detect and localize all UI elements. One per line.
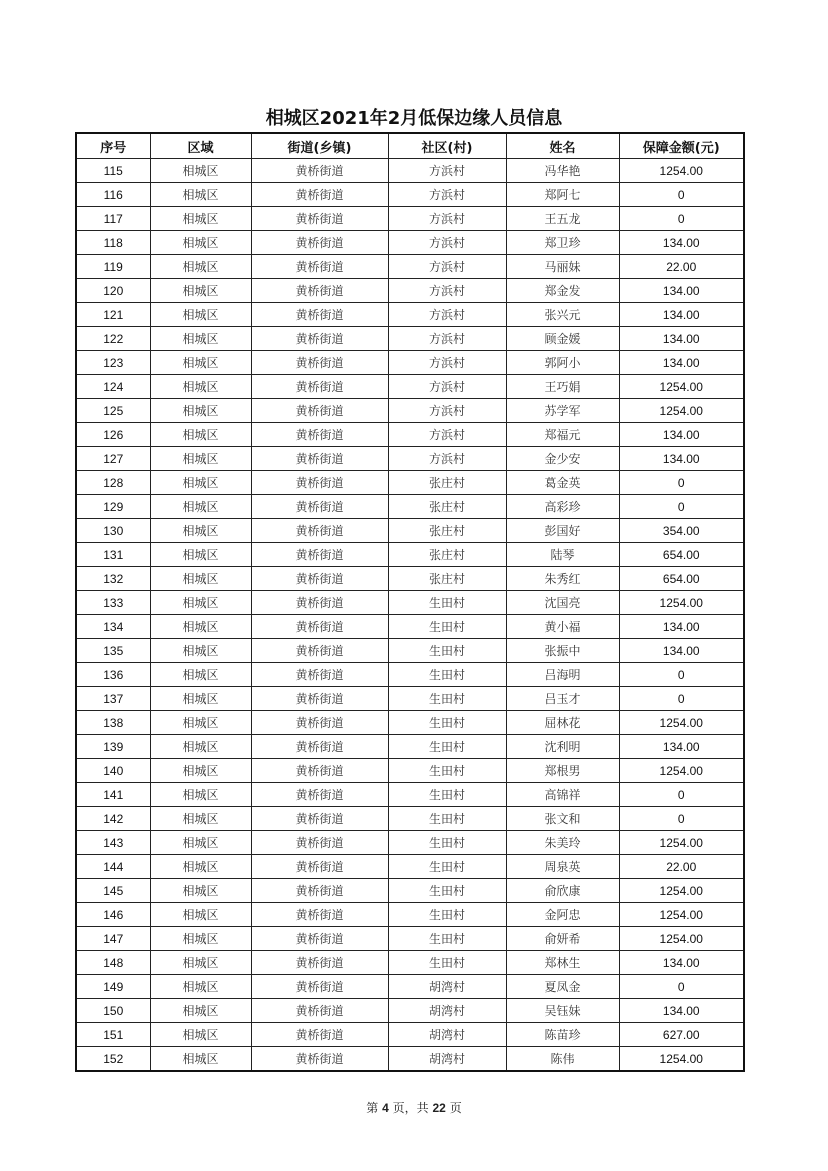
- cell-community: 生田村: [388, 807, 506, 831]
- cell-community: 生田村: [388, 903, 506, 927]
- cell-community: 生田村: [388, 663, 506, 687]
- cell-community: 方浜村: [388, 399, 506, 423]
- cell-district: 相城区: [150, 639, 251, 663]
- cell-index: 145: [76, 879, 150, 903]
- cell-amount: 134.00: [619, 351, 744, 375]
- cell-district: 相城区: [150, 519, 251, 543]
- table-row: [76, 831, 744, 855]
- cell-street: 黄桥街道: [251, 519, 388, 543]
- cell-name: 黄小福: [506, 615, 619, 639]
- table-row: [76, 687, 744, 711]
- cell-index: 148: [76, 951, 150, 975]
- cell-amount: 1254.00: [619, 831, 744, 855]
- cell-district: 相城区: [150, 591, 251, 615]
- header-street: 街道(乡镇): [251, 133, 388, 159]
- cell-community: 生田村: [388, 687, 506, 711]
- cell-amount: 1254.00: [619, 399, 744, 423]
- cell-street: 黄桥街道: [251, 543, 388, 567]
- footer-prefix: 第: [366, 1101, 379, 1115]
- cell-index: 129: [76, 495, 150, 519]
- cell-index: 134: [76, 615, 150, 639]
- cell-district: 相城区: [150, 159, 251, 183]
- table-row: [76, 375, 744, 399]
- table-row: [76, 879, 744, 903]
- cell-amount: 1254.00: [619, 879, 744, 903]
- page-footer: [0, 1099, 828, 1116]
- table-row: [76, 423, 744, 447]
- cell-community: 方浜村: [388, 231, 506, 255]
- cell-district: 相城区: [150, 927, 251, 951]
- cell-community: 张庄村: [388, 495, 506, 519]
- table-row: [76, 495, 744, 519]
- cell-name: 沈利明: [506, 735, 619, 759]
- cell-community: 方浜村: [388, 327, 506, 351]
- cell-name: 沈国亮: [506, 591, 619, 615]
- cell-amount: 1254.00: [619, 711, 744, 735]
- cell-amount: 0: [619, 807, 744, 831]
- cell-community: 方浜村: [388, 303, 506, 327]
- cell-street: 黄桥街道: [251, 879, 388, 903]
- cell-street: 黄桥街道: [251, 207, 388, 231]
- cell-street: 黄桥街道: [251, 975, 388, 999]
- table-row: [76, 183, 744, 207]
- cell-name: 马丽妹: [506, 255, 619, 279]
- table-row: [76, 759, 744, 783]
- cell-district: 相城区: [150, 975, 251, 999]
- cell-community: 方浜村: [388, 279, 506, 303]
- cell-name: 葛金英: [506, 471, 619, 495]
- cell-index: 128: [76, 471, 150, 495]
- footer-page-number: 4: [382, 1101, 389, 1115]
- table-row: [76, 951, 744, 975]
- cell-street: 黄桥街道: [251, 1047, 388, 1072]
- cell-name: 周泉英: [506, 855, 619, 879]
- cell-index: 131: [76, 543, 150, 567]
- cell-index: 132: [76, 567, 150, 591]
- cell-street: 黄桥街道: [251, 927, 388, 951]
- cell-district: 相城区: [150, 327, 251, 351]
- cell-community: 方浜村: [388, 159, 506, 183]
- cell-community: 生田村: [388, 951, 506, 975]
- cell-community: 张庄村: [388, 471, 506, 495]
- cell-district: 相城区: [150, 543, 251, 567]
- footer-total-pages: 22: [432, 1101, 446, 1115]
- cell-name: 郑根男: [506, 759, 619, 783]
- cell-street: 黄桥街道: [251, 807, 388, 831]
- cell-amount: 1254.00: [619, 591, 744, 615]
- table-row: [76, 1023, 744, 1047]
- cell-district: 相城区: [150, 303, 251, 327]
- cell-name: 俞欣康: [506, 879, 619, 903]
- cell-name: 郑金发: [506, 279, 619, 303]
- table-row: [76, 903, 744, 927]
- cell-community: 生田村: [388, 735, 506, 759]
- cell-street: 黄桥街道: [251, 423, 388, 447]
- cell-street: 黄桥街道: [251, 471, 388, 495]
- cell-district: 相城区: [150, 759, 251, 783]
- table-row: [76, 207, 744, 231]
- cell-name: 高锦祥: [506, 783, 619, 807]
- cell-amount: 1254.00: [619, 759, 744, 783]
- cell-street: 黄桥街道: [251, 447, 388, 471]
- cell-index: 137: [76, 687, 150, 711]
- cell-district: 相城区: [150, 951, 251, 975]
- table-row: [76, 327, 744, 351]
- header-index: 序号: [76, 133, 150, 159]
- cell-index: 146: [76, 903, 150, 927]
- cell-community: 胡湾村: [388, 1023, 506, 1047]
- cell-amount: 0: [619, 183, 744, 207]
- cell-street: 黄桥街道: [251, 303, 388, 327]
- cell-district: 相城区: [150, 471, 251, 495]
- cell-street: 黄桥街道: [251, 999, 388, 1023]
- cell-district: 相城区: [150, 615, 251, 639]
- cell-amount: 0: [619, 495, 744, 519]
- cell-community: 方浜村: [388, 207, 506, 231]
- cell-name: 吴钰妹: [506, 999, 619, 1023]
- cell-name: 郭阿小: [506, 351, 619, 375]
- cell-index: 116: [76, 183, 150, 207]
- table-row: [76, 975, 744, 999]
- cell-index: 140: [76, 759, 150, 783]
- cell-community: 张庄村: [388, 519, 506, 543]
- cell-amount: 0: [619, 207, 744, 231]
- table-row: [76, 927, 744, 951]
- table-row: [76, 999, 744, 1023]
- cell-street: 黄桥街道: [251, 783, 388, 807]
- cell-community: 生田村: [388, 615, 506, 639]
- cell-street: 黄桥街道: [251, 567, 388, 591]
- table-row: [76, 639, 744, 663]
- table-row: [76, 255, 744, 279]
- table-row: [76, 471, 744, 495]
- table-row: [76, 519, 744, 543]
- cell-community: 张庄村: [388, 567, 506, 591]
- cell-community: 生田村: [388, 879, 506, 903]
- cell-amount: 1254.00: [619, 159, 744, 183]
- cell-name: 郑阿七: [506, 183, 619, 207]
- cell-name: 冯华艳: [506, 159, 619, 183]
- cell-index: 141: [76, 783, 150, 807]
- cell-community: 生田村: [388, 591, 506, 615]
- cell-index: 118: [76, 231, 150, 255]
- cell-name: 吕玉才: [506, 687, 619, 711]
- cell-amount: 134.00: [619, 999, 744, 1023]
- cell-community: 生田村: [388, 783, 506, 807]
- cell-name: 郑卫珍: [506, 231, 619, 255]
- table-row: [76, 351, 744, 375]
- cell-amount: 134.00: [619, 279, 744, 303]
- cell-district: 相城区: [150, 231, 251, 255]
- cell-street: 黄桥街道: [251, 591, 388, 615]
- cell-name: 张文和: [506, 807, 619, 831]
- cell-index: 119: [76, 255, 150, 279]
- cell-amount: 0: [619, 783, 744, 807]
- cell-index: 127: [76, 447, 150, 471]
- cell-index: 125: [76, 399, 150, 423]
- cell-amount: 0: [619, 687, 744, 711]
- footer-middle: 页，共: [392, 1101, 429, 1115]
- cell-name: 夏凤金: [506, 975, 619, 999]
- cell-name: 俞妍希: [506, 927, 619, 951]
- table-row: [76, 615, 744, 639]
- table-row: [76, 567, 744, 591]
- cell-amount: 0: [619, 663, 744, 687]
- header-amount: 保障金额(元): [619, 133, 744, 159]
- cell-index: 138: [76, 711, 150, 735]
- cell-name: 王五龙: [506, 207, 619, 231]
- cell-district: 相城区: [150, 807, 251, 831]
- cell-index: 130: [76, 519, 150, 543]
- cell-district: 相城区: [150, 879, 251, 903]
- table-row: [76, 591, 744, 615]
- cell-name: 陈苗珍: [506, 1023, 619, 1047]
- header-district: 区域: [150, 133, 251, 159]
- cell-community: 胡湾村: [388, 1047, 506, 1072]
- cell-street: 黄桥街道: [251, 351, 388, 375]
- cell-name: 吕海明: [506, 663, 619, 687]
- cell-street: 黄桥街道: [251, 615, 388, 639]
- cell-street: 黄桥街道: [251, 399, 388, 423]
- cell-district: 相城区: [150, 351, 251, 375]
- cell-index: 115: [76, 159, 150, 183]
- cell-district: 相城区: [150, 999, 251, 1023]
- table-row: [76, 735, 744, 759]
- cell-index: 139: [76, 735, 150, 759]
- cell-community: 方浜村: [388, 351, 506, 375]
- cell-name: 苏学军: [506, 399, 619, 423]
- cell-community: 张庄村: [388, 543, 506, 567]
- cell-name: 金阿忠: [506, 903, 619, 927]
- cell-name: 郑福元: [506, 423, 619, 447]
- cell-amount: 134.00: [619, 639, 744, 663]
- table-row: [76, 399, 744, 423]
- cell-community: 方浜村: [388, 183, 506, 207]
- table-row: [76, 855, 744, 879]
- cell-community: 胡湾村: [388, 975, 506, 999]
- cell-name: 高彩珍: [506, 495, 619, 519]
- cell-district: 相城区: [150, 1047, 251, 1072]
- cell-index: 152: [76, 1047, 150, 1072]
- cell-index: 151: [76, 1023, 150, 1047]
- cell-index: 136: [76, 663, 150, 687]
- cell-street: 黄桥街道: [251, 159, 388, 183]
- cell-index: 126: [76, 423, 150, 447]
- cell-community: 方浜村: [388, 423, 506, 447]
- cell-community: 生田村: [388, 639, 506, 663]
- table-row: [76, 1047, 744, 1072]
- cell-amount: 134.00: [619, 327, 744, 351]
- cell-index: 143: [76, 831, 150, 855]
- cell-amount: 0: [619, 975, 744, 999]
- header-name: 姓名: [506, 133, 619, 159]
- cell-district: 相城区: [150, 399, 251, 423]
- cell-index: 150: [76, 999, 150, 1023]
- cell-street: 黄桥街道: [251, 279, 388, 303]
- cell-amount: 1254.00: [619, 375, 744, 399]
- cell-name: 彭国好: [506, 519, 619, 543]
- cell-community: 方浜村: [388, 375, 506, 399]
- table-row: [76, 159, 744, 183]
- cell-name: 朱秀红: [506, 567, 619, 591]
- cell-community: 方浜村: [388, 447, 506, 471]
- cell-community: 生田村: [388, 759, 506, 783]
- data-table: [75, 132, 745, 1072]
- cell-index: 117: [76, 207, 150, 231]
- cell-community: 生田村: [388, 927, 506, 951]
- cell-community: 生田村: [388, 855, 506, 879]
- cell-index: 124: [76, 375, 150, 399]
- cell-amount: 627.00: [619, 1023, 744, 1047]
- cell-district: 相城区: [150, 447, 251, 471]
- cell-index: 142: [76, 807, 150, 831]
- cell-district: 相城区: [150, 279, 251, 303]
- cell-amount: 1254.00: [619, 1047, 744, 1072]
- page-title: 相城区2021年2月低保边缘人员信息: [265, 108, 563, 129]
- cell-district: 相城区: [150, 1023, 251, 1047]
- cell-name: 张振中: [506, 639, 619, 663]
- cell-community: 生田村: [388, 711, 506, 735]
- cell-district: 相城区: [150, 375, 251, 399]
- cell-street: 黄桥街道: [251, 327, 388, 351]
- cell-street: 黄桥街道: [251, 759, 388, 783]
- table-row: [76, 543, 744, 567]
- cell-street: 黄桥街道: [251, 375, 388, 399]
- cell-district: 相城区: [150, 567, 251, 591]
- cell-street: 黄桥街道: [251, 231, 388, 255]
- cell-index: 135: [76, 639, 150, 663]
- table-row: [76, 279, 744, 303]
- cell-district: 相城区: [150, 207, 251, 231]
- cell-community: 生田村: [388, 831, 506, 855]
- cell-district: 相城区: [150, 255, 251, 279]
- cell-index: 133: [76, 591, 150, 615]
- cell-district: 相城区: [150, 783, 251, 807]
- cell-district: 相城区: [150, 711, 251, 735]
- cell-index: 121: [76, 303, 150, 327]
- table-row: [76, 231, 744, 255]
- cell-amount: 654.00: [619, 567, 744, 591]
- cell-amount: 134.00: [619, 231, 744, 255]
- cell-index: 120: [76, 279, 150, 303]
- cell-street: 黄桥街道: [251, 951, 388, 975]
- cell-district: 相城区: [150, 183, 251, 207]
- cell-district: 相城区: [150, 831, 251, 855]
- cell-amount: 134.00: [619, 303, 744, 327]
- cell-street: 黄桥街道: [251, 831, 388, 855]
- table-row: [76, 663, 744, 687]
- cell-street: 黄桥街道: [251, 183, 388, 207]
- cell-district: 相城区: [150, 423, 251, 447]
- cell-district: 相城区: [150, 687, 251, 711]
- cell-street: 黄桥街道: [251, 663, 388, 687]
- cell-index: 122: [76, 327, 150, 351]
- cell-amount: 134.00: [619, 735, 744, 759]
- table-row: [76, 303, 744, 327]
- cell-name: 金少安: [506, 447, 619, 471]
- cell-name: 郑林生: [506, 951, 619, 975]
- cell-name: 陈伟: [506, 1047, 619, 1072]
- cell-index: 149: [76, 975, 150, 999]
- cell-community: 方浜村: [388, 255, 506, 279]
- cell-amount: 134.00: [619, 951, 744, 975]
- cell-name: 朱美玲: [506, 831, 619, 855]
- footer-suffix: 页: [449, 1101, 462, 1115]
- cell-street: 黄桥街道: [251, 735, 388, 759]
- cell-index: 123: [76, 351, 150, 375]
- cell-street: 黄桥街道: [251, 855, 388, 879]
- cell-amount: 0: [619, 471, 744, 495]
- cell-amount: 134.00: [619, 423, 744, 447]
- cell-amount: 1254.00: [619, 903, 744, 927]
- cell-amount: 354.00: [619, 519, 744, 543]
- cell-name: 张兴元: [506, 303, 619, 327]
- cell-name: 顾金媛: [506, 327, 619, 351]
- header-community: 社区(村): [388, 133, 506, 159]
- table-row: [76, 807, 744, 831]
- cell-amount: 22.00: [619, 255, 744, 279]
- cell-name: 王巧娟: [506, 375, 619, 399]
- cell-district: 相城区: [150, 735, 251, 759]
- cell-district: 相城区: [150, 903, 251, 927]
- cell-amount: 22.00: [619, 855, 744, 879]
- cell-amount: 134.00: [619, 615, 744, 639]
- cell-amount: 1254.00: [619, 927, 744, 951]
- cell-index: 147: [76, 927, 150, 951]
- table-row: [76, 447, 744, 471]
- cell-index: 144: [76, 855, 150, 879]
- cell-street: 黄桥街道: [251, 255, 388, 279]
- cell-district: 相城区: [150, 495, 251, 519]
- cell-name: 屈林花: [506, 711, 619, 735]
- cell-amount: 654.00: [619, 543, 744, 567]
- cell-community: 胡湾村: [388, 999, 506, 1023]
- cell-street: 黄桥街道: [251, 495, 388, 519]
- cell-street: 黄桥街道: [251, 687, 388, 711]
- cell-street: 黄桥街道: [251, 711, 388, 735]
- cell-street: 黄桥街道: [251, 639, 388, 663]
- cell-name: 陆琴: [506, 543, 619, 567]
- cell-street: 黄桥街道: [251, 903, 388, 927]
- cell-district: 相城区: [150, 855, 251, 879]
- table-row: [76, 783, 744, 807]
- cell-amount: 134.00: [619, 447, 744, 471]
- table-header-row: [76, 133, 744, 159]
- cell-district: 相城区: [150, 663, 251, 687]
- cell-street: 黄桥街道: [251, 1023, 388, 1047]
- table-row: [76, 711, 744, 735]
